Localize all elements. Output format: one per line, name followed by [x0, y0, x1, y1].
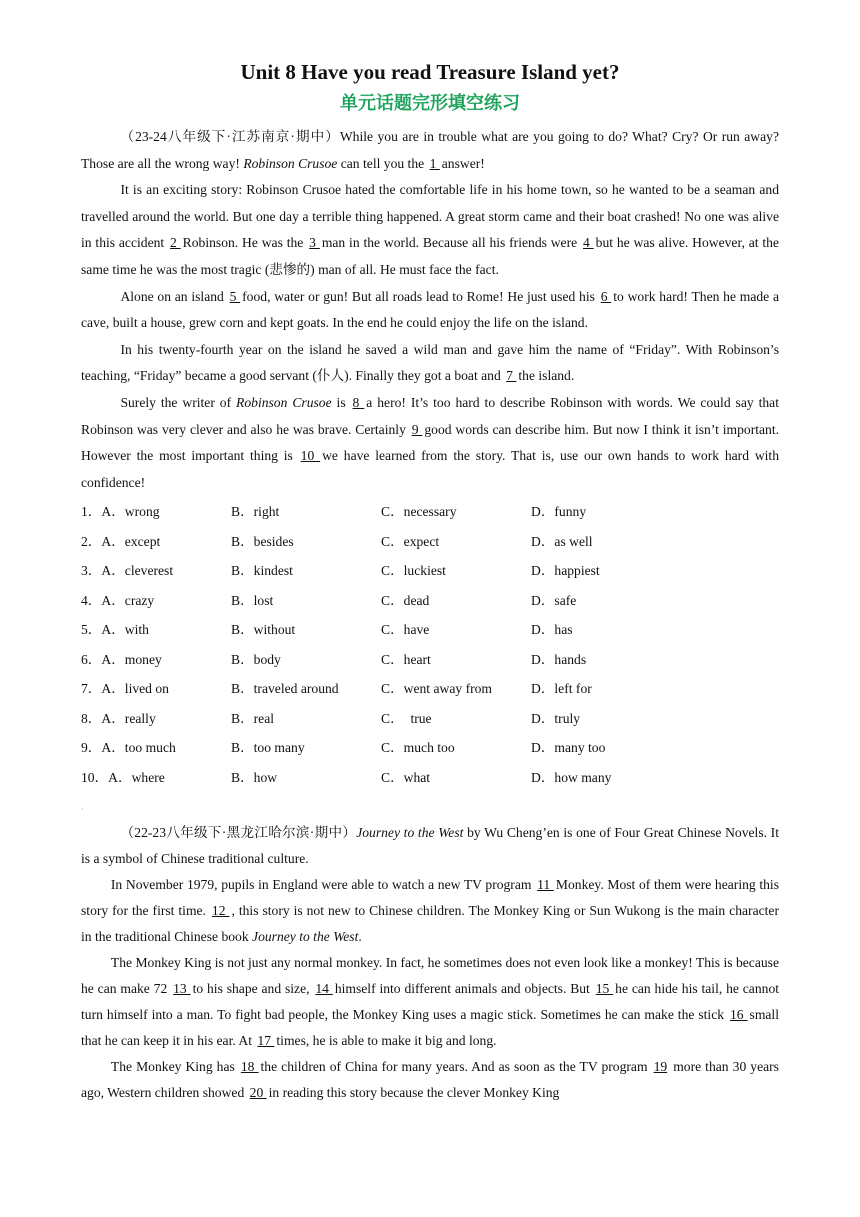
document-page [81, 58, 779, 1106]
passage2-paragraph-4: The Monkey King has 18 the children of China for many years. And as soon as the TV program 19 more than 30 years ago, Western children showed 20 in reading this story because the clever Monkey King [81, 1059, 779, 1101]
passage-2 [81, 820, 779, 1106]
blank-20: 20 [249, 1085, 267, 1101]
blank-2: 2 [170, 235, 181, 251]
blank-10: 10 [300, 448, 321, 464]
option-row: 4．A．crazy B．lost C．dead D．safe [81, 592, 577, 608]
options-list [81, 497, 779, 792]
blank-12: 12 [211, 903, 230, 919]
passage-1 [81, 124, 779, 496]
option-row: 1．A．wrong B．right C．necessary D．funny [81, 504, 587, 520]
document-subtitle: 单元话题完形填空练习 [340, 93, 520, 114]
option-row: 9．A．too much B．too many C．much too D．many too [81, 740, 606, 756]
passage2-paragraph-1: （22-23八年级下·黑龙江哈尔滨·期中）Journey to the West by Wu Cheng’en is one of Four Great Chinese Novels. It is a symbol of Chinese traditional culture. [81, 825, 779, 867]
blank-9: 9 [411, 421, 423, 437]
blank-17: 17 [257, 1033, 275, 1049]
option-row: 7．A．lived on B．traveled around C．went away from D．left for [81, 681, 592, 697]
blank-13: 13 [173, 981, 191, 997]
option-row: 10．A．where B．how C．what D．how many [81, 769, 612, 785]
option-row: 5．A．with B．without C．have D．has [81, 622, 573, 638]
blank-3: 3 [309, 235, 320, 251]
passage2-paragraph-3: The Monkey King is not just any normal monkey. In fact, he sometimes does not even look like a monkey! This is because he can make 72 13 to his shape and size, 14 himself into different animals and objects. But 15 he can hide his tail, he cannot turn himself into a man. To fight bad people, the Monkey King uses a magic stick. Sometimes he can make the stick 16 small that he can keep it in his ear. At 17 times, he is able to make it big and long. [81, 955, 780, 1049]
blank-14: 14 [315, 981, 333, 997]
blank-4: 4 [583, 235, 594, 251]
section-divider-dot: · [81, 805, 84, 815]
blank-15: 15 [595, 981, 614, 997]
passage1-paragraph-4: In his twenty-fourth year on the island he saved a wild man and gave him the name of “Friday”. With Robinson’s teaching, “Friday” became a good servant (仆人). Finally they got a boat and 7 the island. [81, 341, 779, 384]
blank-6: 6 [600, 288, 612, 304]
document-title: Unit 8 Have you read Treasure Island yet? [240, 60, 620, 84]
blank-1: 1 [429, 155, 440, 171]
option-row: 8．A．really B．real C． true D．truly [81, 710, 581, 726]
option-row: 2．A．except B．besides C．expect D．as well [81, 533, 593, 549]
passage1-paragraph-1: （23-24八年级下·江苏南京·期中）While you are in trouble what are you going to do? What? Cry? Or run away? Those are all the wrong way! Robinson Crusoe can tell you the 1 answer! [81, 129, 779, 171]
blank-5: 5 [229, 288, 241, 304]
passage1-paragraph-2: It is an exciting story: Robinson Crusoe hated the comfortable life in his home town, so he wanted to be a seaman and travelled around the world. But one day a terrible thing happened. A great storm came and their boat crashed! No one was alive in this accident 2 Robinson. He was the 3 man in the world. Because all his friends were 4 but he was alive. However, at the same time he was the most tragic (悲惨的) man of all. He must face the fact. [81, 182, 779, 277]
blank-7: 7 [506, 368, 517, 384]
blank-19: 19 [653, 1059, 668, 1075]
blank-11: 11 [537, 877, 554, 893]
passage1-paragraph-3: Alone on an island 5 food, water or gun! But all roads lead to Rome! He just used his 6 to work hard! Then he made a cave, built a house, grew corn and kept goats. In the end he could enjoy the life on the island. [81, 288, 779, 331]
blank-16: 16 [729, 1007, 748, 1023]
blank-18: 18 [240, 1059, 259, 1075]
passage1-paragraph-5: Surely the writer of Robinson Crusoe is 8 a hero! It’s too hard to describe Robinson with words. We could say that Robinson was very clever and also he was brave. Certainly 9 good words can describe him. But now I think it isn’t important. However the most important thing is 10 we have learned from the story. That is, use our own hands to work hard with confidence! [81, 394, 779, 490]
option-row: 6．A．money B．body C．heart D．hands [81, 651, 587, 667]
passage2-paragraph-2: In November 1979, pupils in England were able to watch a new TV program 11 Monkey. Most of them were hearing this story for the first time. 12 , this story is not new to Chinese children. The Monkey King or Sun Wukong is the main character in the traditional Chinese book Journey to the West. [81, 877, 779, 945]
option-row: 3．A．cleverest B．kindest C．luckiest D．happiest [81, 563, 600, 579]
blank-8: 8 [352, 394, 365, 410]
